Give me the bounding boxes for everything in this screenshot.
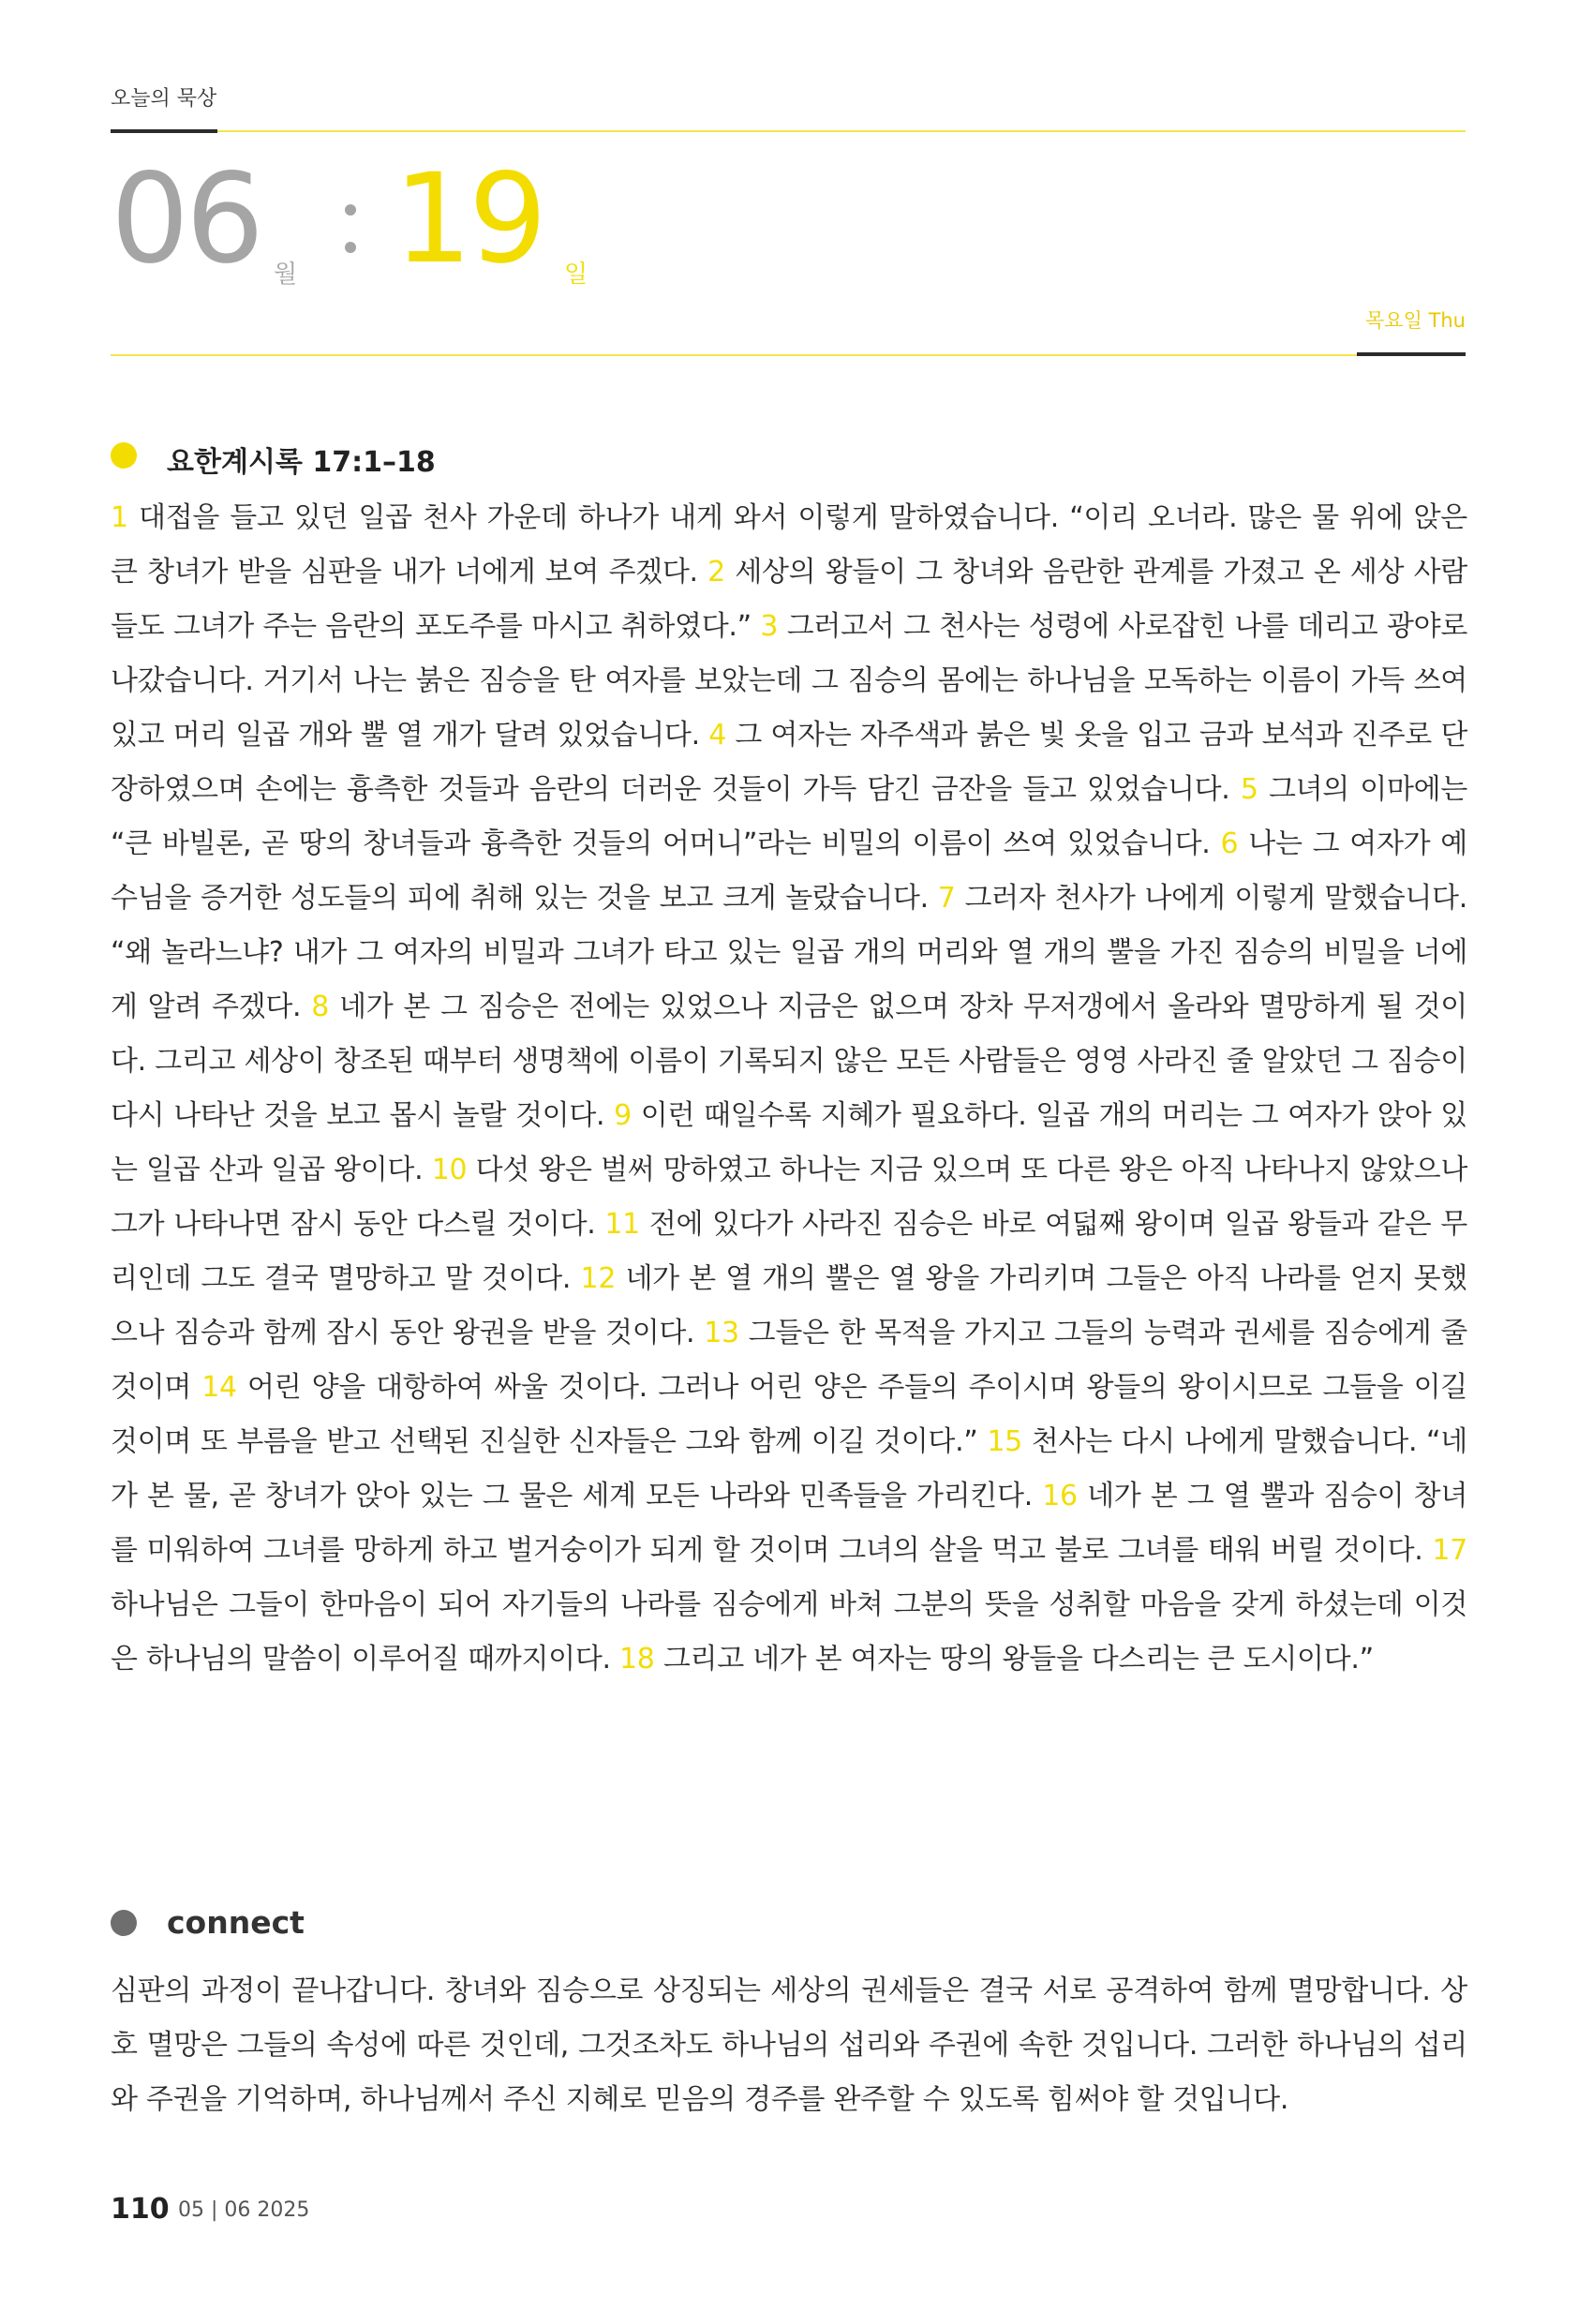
verse-number: 17 xyxy=(1432,1534,1467,1567)
verse-number: 7 xyxy=(937,882,956,915)
verse-number: 5 xyxy=(1240,773,1258,806)
connect-bullet-icon xyxy=(111,1910,137,1936)
verse-text: 그러고서 그 천사는 성령에 사로잡힌 나를 데리고 광야로 나갔습니다. 거기서 나는 붉은 짐승을 탄 여자를 보았는데 그 짐승의 몸에는 하나님을 모독하는 이름이 가득 쓰여 있고 머리 일곱 개와 뿔 열 개가 달려 있었습니다. xyxy=(111,610,1467,752)
verse-text: 천사는 다시 나에게 말했습니다. “네가 본 물, 곧 창녀가 앉아 있는 그 물은 세계 모든 나라와 민족들을 가리킨다. xyxy=(111,1425,1467,1512)
verse-text: 그녀의 이마에는 “큰 바빌론, 곧 땅의 창녀들과 흉측한 것들의 어머니”라는 비밀의 이름이 쓰여 있었습니다. xyxy=(111,773,1467,860)
verse-number: 1 xyxy=(111,501,128,534)
date-month: 06 xyxy=(111,147,261,291)
date-day: 19 xyxy=(394,147,543,291)
verse-text: 이런 때일수록 지혜가 필요하다. 일곱 개의 머리는 그 여자가 앉아 있는 일곱 산과 일곱 왕이다. xyxy=(111,1099,1467,1186)
verse-number: 18 xyxy=(619,1643,655,1676)
verse-number: 8 xyxy=(311,991,330,1023)
verse-text: 그러자 천사가 나에게 이렇게 말했습니다. “왜 놀라느냐? 내가 그 여자의 비밀과 그녀가 타고 있는 일곱 개의 머리와 열 개의 뿔을 가진 짐승의 비밀을 너에게 알려 주겠다. xyxy=(111,882,1467,1023)
verse-text: 대접을 들고 있던 일곱 천사 가운데 하나가 내게 와서 이렇게 말하였습니다. “이리 오너라. 많은 물 위에 앉은 큰 창녀가 받을 심판을 내가 너에게 보여 주겠다. xyxy=(111,501,1467,588)
verse-number: 2 xyxy=(707,556,725,588)
verse-text: 그 여자는 자주색과 붉은 빛 옷을 입고 금과 보석과 진주로 단장하였으며 손에는 흉측한 것들과 음란의 더러운 것들이 가득 담긴 금잔을 들고 있었습니다. xyxy=(111,719,1467,806)
verse-text: 세상의 왕들이 그 창녀와 음란한 관계를 가졌고 온 세상 사람들도 그녀가 주는 음란의 포도주를 마시고 취하였다.” xyxy=(111,556,1467,643)
verse-text: 네가 본 열 개의 뿔은 열 왕을 가리키며 그들은 아직 나라를 얻지 못했으나 짐승과 함께 잠시 동안 왕권을 받을 것이다. xyxy=(111,1262,1467,1349)
header-rule-accent xyxy=(111,129,217,133)
section-label: 오늘의 묵상 xyxy=(111,87,217,111)
date-weekday: 목요일 Thu xyxy=(1365,309,1466,332)
verse-number: 12 xyxy=(580,1262,617,1295)
verse-number: 10 xyxy=(431,1154,468,1186)
verse-text: 전에 있다가 사라진 짐승은 바로 여덟째 왕이며 일곱 왕들과 같은 무리인데 그도 결국 멸망하고 말 것이다. xyxy=(111,1208,1467,1295)
verse-number: 14 xyxy=(201,1371,237,1404)
date-month-unit: 월 xyxy=(274,261,298,289)
date-separator-dot xyxy=(345,204,356,216)
verse-number: 16 xyxy=(1042,1480,1078,1512)
connect-body: 심판의 과정이 끝나갑니다. 창녀와 짐승으로 상징되는 세상의 권세들은 결국 서로 공격하여 함께 멸망합니다. 상호 멸망은 그들의 속성에 따른 것인데, 그것조차도 하나님의 섭리와 주권에 속한 것입니다. 그러한 하나님의 섭리와 주권을 기억하며, 하나님께서 주신 지혜로 믿음의 경주를 완주할 수 있도록 힘써야 할 것입니다. xyxy=(111,1974,1467,2116)
date-day-unit: 일 xyxy=(564,261,588,289)
verse-text: 그리고 네가 본 여자는 땅의 왕들을 다스리는 큰 도시이다.” xyxy=(662,1643,1374,1676)
page-number: 110 xyxy=(111,2193,170,2226)
date-rule-accent xyxy=(1357,352,1466,356)
verse-text: 하나님은 그들이 한마음이 되어 자기들의 나라를 짐승에게 바쳐 그분의 뜻을 성취할 마음을 갖게 하셨는데 이것은 하나님의 말씀이 이루어질 때까지이다. xyxy=(111,1588,1467,1676)
connect-title: connect xyxy=(167,1904,305,1941)
verse-text: 네가 본 그 짐승은 전에는 있었으나 지금은 없으며 장차 무저갱에서 올라와 멸망하게 될 것이다. 그리고 세상이 창조된 때부터 생명책에 이름이 기록되지 않은 모든 사람들은 영영 사라진 줄 알았던 그 짐승이 다시 나타난 것을 보고 몹시 놀랄 것이다. xyxy=(111,991,1467,1132)
verse-number: 6 xyxy=(1220,827,1239,860)
header-rule xyxy=(217,130,1466,132)
date-separator-dot xyxy=(345,242,356,253)
verse-text: 그들은 한 목적을 가지고 그들의 능력과 권세를 짐승에게 줄 것이며 xyxy=(111,1317,1467,1404)
verse-number: 13 xyxy=(704,1317,739,1349)
verse-number: 15 xyxy=(987,1425,1022,1458)
verse-text: 다섯 왕은 벌써 망하였고 하나는 지금 있으며 또 다른 왕은 아직 나타나지 않았으나 그가 나타나면 잠시 동안 다스릴 것이다. xyxy=(111,1154,1468,1241)
date-rule xyxy=(111,354,1357,356)
verse-number: 11 xyxy=(604,1208,640,1241)
verse-number: 4 xyxy=(708,719,726,752)
verse-text: 네가 본 그 열 뿔과 짐승이 창녀를 미워하여 그녀를 망하게 하고 벌거숭이가 되게 할 것이며 그녀의 살을 먹고 불로 그녀를 태워 버릴 것이다. xyxy=(111,1480,1467,1567)
scripture-body xyxy=(111,491,1467,1687)
scripture-reference: 요한계시록 17:1–18 xyxy=(167,446,436,479)
verse-number: 3 xyxy=(760,610,779,643)
verse-number: 9 xyxy=(614,1099,632,1132)
verse-text: 어린 양을 대항하여 싸울 것이다. 그러나 어린 양은 주들의 주이시며 왕들의 왕이시므로 그들을 이길 것이며 또 부름을 받고 선택된 진실한 신자들은 그와 함께 이길 것이다.” xyxy=(111,1371,1467,1458)
scripture-bullet-icon xyxy=(111,442,137,469)
verse-text: 나는 그 여자가 예수님을 증거한 성도들의 피에 취해 있는 것을 보고 크게 놀랐습니다. xyxy=(111,827,1467,915)
issue-label: 05 | 06 2025 xyxy=(178,2198,310,2222)
